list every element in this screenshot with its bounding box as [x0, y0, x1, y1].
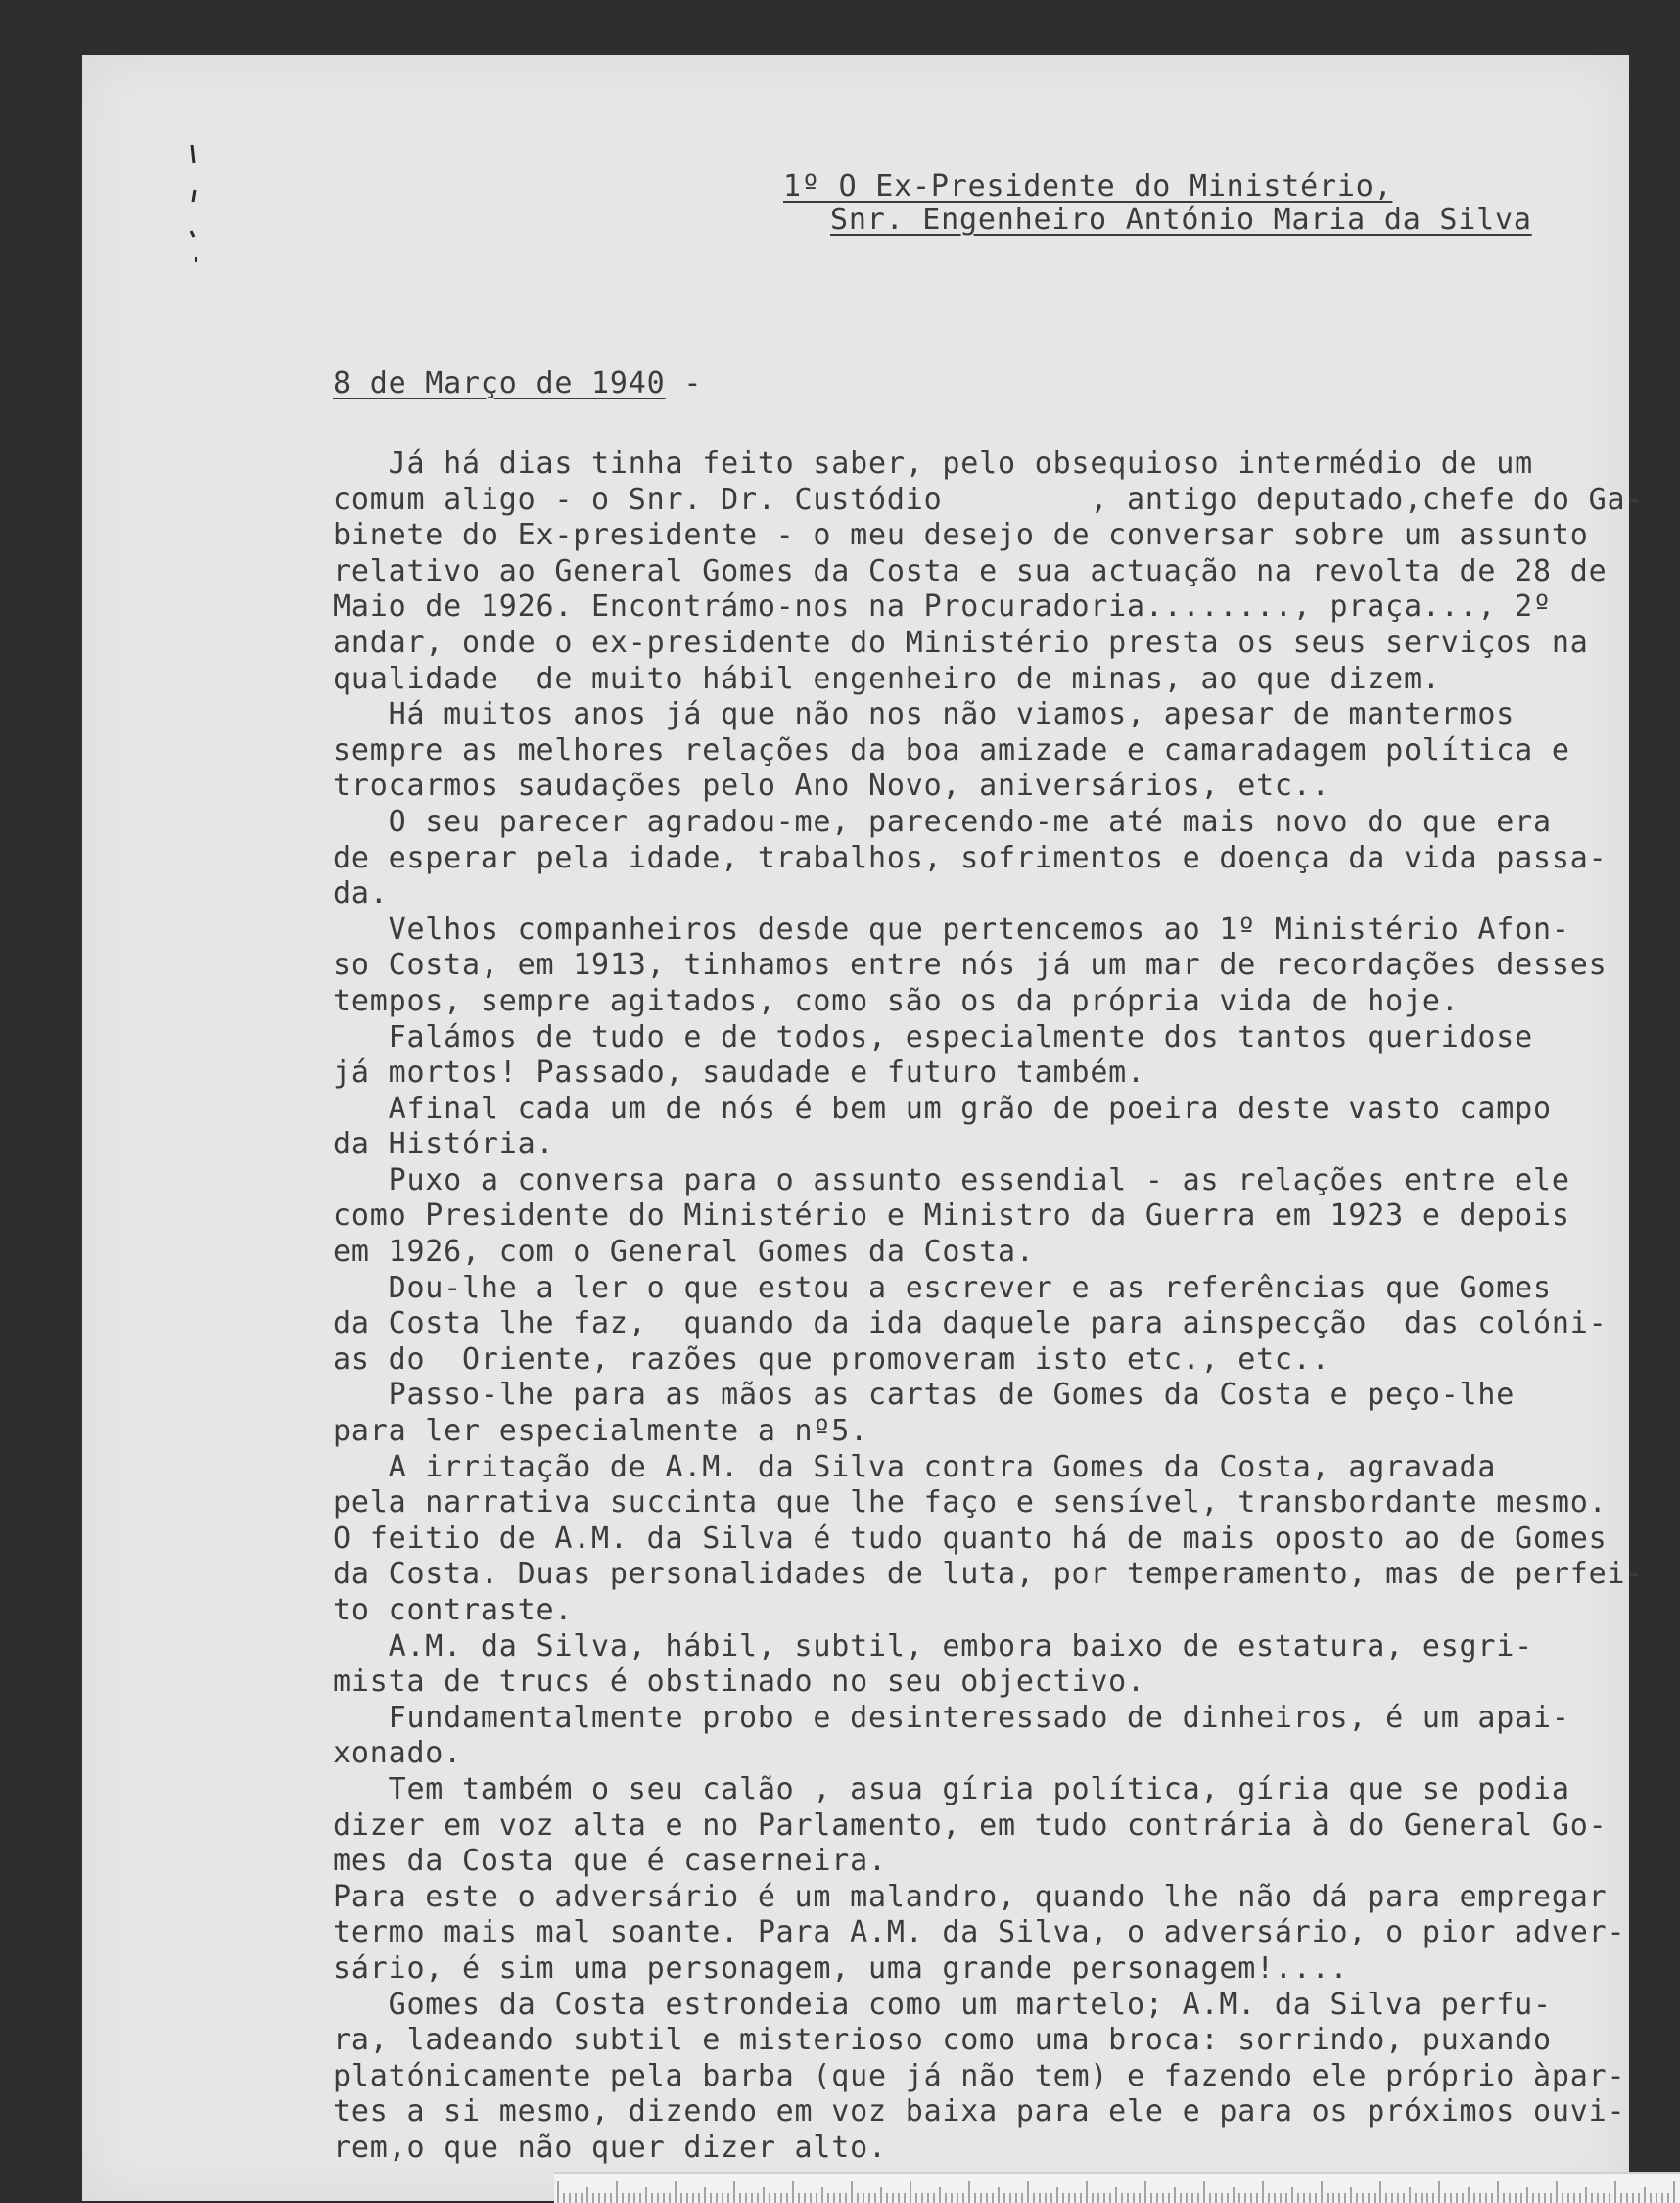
letter-heading [697, 170, 1532, 237]
body-line: Fundamentalmente probo e desinteressado de dinheiros, é um apai- [333, 1700, 1570, 1735]
body-line: rem,o que não quer dizer alto. [333, 2130, 887, 2165]
body-line: tes a si mesmo, dizendo em voz baixa para ele e para os próximos ouvi- [333, 2094, 1626, 2130]
body-line: andar, onde o ex-presidente do Ministério presta os seus serviços na [333, 625, 1589, 660]
body-line: A irritação de A.M. da Silva contra Gomes da Costa, agravada [333, 1449, 1497, 1484]
body-line: da História. [333, 1127, 555, 1162]
body-line: da Costa. Duas personalidades de luta, por temperamento, mas de perfei- [333, 1557, 1645, 1592]
heading-line-2: Snr. Engenheiro António Maria da Silva [830, 203, 1532, 237]
body-line: sário, é sim uma personagem, uma grande personagem!.... [333, 1950, 1349, 1986]
body-line: mista de trucs é obstinado no seu objectivo. [333, 1664, 1145, 1700]
body-line: O seu parecer agradou-me, parecendo-me até mais novo do que era [333, 804, 1552, 839]
body-line: como Presidente do Ministério e Ministro da Guerra em 1923 e depois [333, 1198, 1570, 1234]
date-suffix: - [665, 366, 703, 400]
body-line: Velhos companheiros desde que pertencemos ao 1º Ministério Afon- [333, 912, 1570, 947]
body-line: to contraste. [333, 1593, 574, 1627]
body-line: Puxo a conversa para o assunto essendial - as relações entre ele [333, 1162, 1570, 1197]
body-line: Falámos de tudo e de todos, especialmente dos tantos queridose [333, 1019, 1533, 1055]
body-line: Afinal cada um de nós é bem um grão de poeira deste vasto campo [333, 1091, 1552, 1126]
body-line: já mortos! Passado, saudade e futuro também. [333, 1055, 1145, 1091]
scale-ruler [554, 2172, 1680, 2203]
body-line: da Costa lhe faz, quando da ida daquele para ainspecção das colóni- [333, 1306, 1608, 1341]
body-line: para ler especialmente a nº5. [333, 1414, 868, 1449]
ink-mark [191, 231, 194, 237]
body-line: Já há dias tinha feito saber, pelo obsequioso intermédio de um [333, 446, 1533, 481]
body-line: pela narrativa succinta que lhe faço e sensível, transbordante mesmo. [333, 1485, 1608, 1521]
body-line: binete do Ex-presidente - o meu desejo de conversar sobre um assunto [333, 518, 1589, 553]
body-line: Há muitos anos já que não nos não viamos, apesar de mantermos [333, 697, 1516, 732]
body-line: ra, ladeando subtil e misterioso como uma broca: sorrindo, puxando [333, 2023, 1552, 2058]
body-line: da. [333, 876, 389, 912]
body-line: em 1926, com o General Gomes da Costa. [333, 1235, 1035, 1270]
body-line: sempre as melhores relações da boa amizade e camaradagem política e [333, 732, 1570, 768]
body-line: relativo ao General Gomes da Costa e sua actuação na revolta de 28 de [333, 553, 1608, 588]
body-line: qualidade de muito hábil engenheiro de minas, ao que dizem. [333, 661, 1441, 696]
body-line: as do Oriente, razões que promoveram isto etc., etc.. [333, 1341, 1330, 1377]
heading-line-1: 1º O Ex-Presidente do Ministério, [783, 169, 1393, 204]
body-line: termo mais mal soante. Para A.M. da Silva, o adversário, o pior adver- [333, 1915, 1626, 1950]
body-line: Para este o adversário é um malandro, quando lhe não dá para empregar [333, 1879, 1608, 1914]
body-line: Dou-lhe a ler o que estou a escrever e as referências que Gomes [333, 1270, 1552, 1305]
body-line: comum aligo - o Snr. Dr. Custódio , antigo deputado,chefe do Ga- [333, 482, 1645, 517]
body-line: platónicamente pela barba (que já não tem) e fazendo ele próprio àpar- [333, 2058, 1626, 2093]
body-line: A.M. da Silva, hábil, subtil, embora baixo de estatura, esgri- [333, 1628, 1533, 1664]
body-line: O feitio de A.M. da Silva é tudo quanto há de mais oposto ao de Gomes [333, 1521, 1608, 1556]
body-line: de esperar pela idade, trabalhos, sofrimentos e doença da vida passa- [333, 840, 1608, 875]
date-text: 8 de Março de 1940 [333, 366, 666, 400]
body-line: mes da Costa que é caserneira. [333, 1844, 887, 1879]
body-line: so Costa, em 1913, tinhamos entre nós já um mar de recordações desses [333, 948, 1608, 983]
body-line: dizer em voz alta e no Parlamento, em tudo contrária à do General Go- [333, 1807, 1608, 1843]
margin-ink-marks [184, 141, 204, 278]
body-line: tempos, sempre agitados, como são os da própria vida de hoje. [333, 983, 1460, 1018]
body-line: Gomes da Costa estrondeia como um martelo; A.M. da Silva perfu- [333, 1987, 1552, 2022]
body-line: Maio de 1926. Encontrámo-nos na Procuradoria........, praça..., 2º [333, 589, 1552, 625]
body-line: Passo-lhe para as mãos as cartas de Gomes da Costa e peço-lhe [333, 1378, 1516, 1413]
ink-mark [192, 145, 194, 163]
body-line: Tem também o seu calão , asua gíria política, gíria que se podia [333, 1771, 1570, 1806]
ink-mark [193, 190, 195, 202]
letter-date [333, 366, 702, 400]
body-line: xonado. [333, 1736, 463, 1771]
letter-body [333, 446, 1680, 2167]
body-line: trocarmos saudações pelo Ano Novo, aniversários, etc.. [333, 769, 1330, 804]
typewritten-page [82, 55, 1645, 2201]
